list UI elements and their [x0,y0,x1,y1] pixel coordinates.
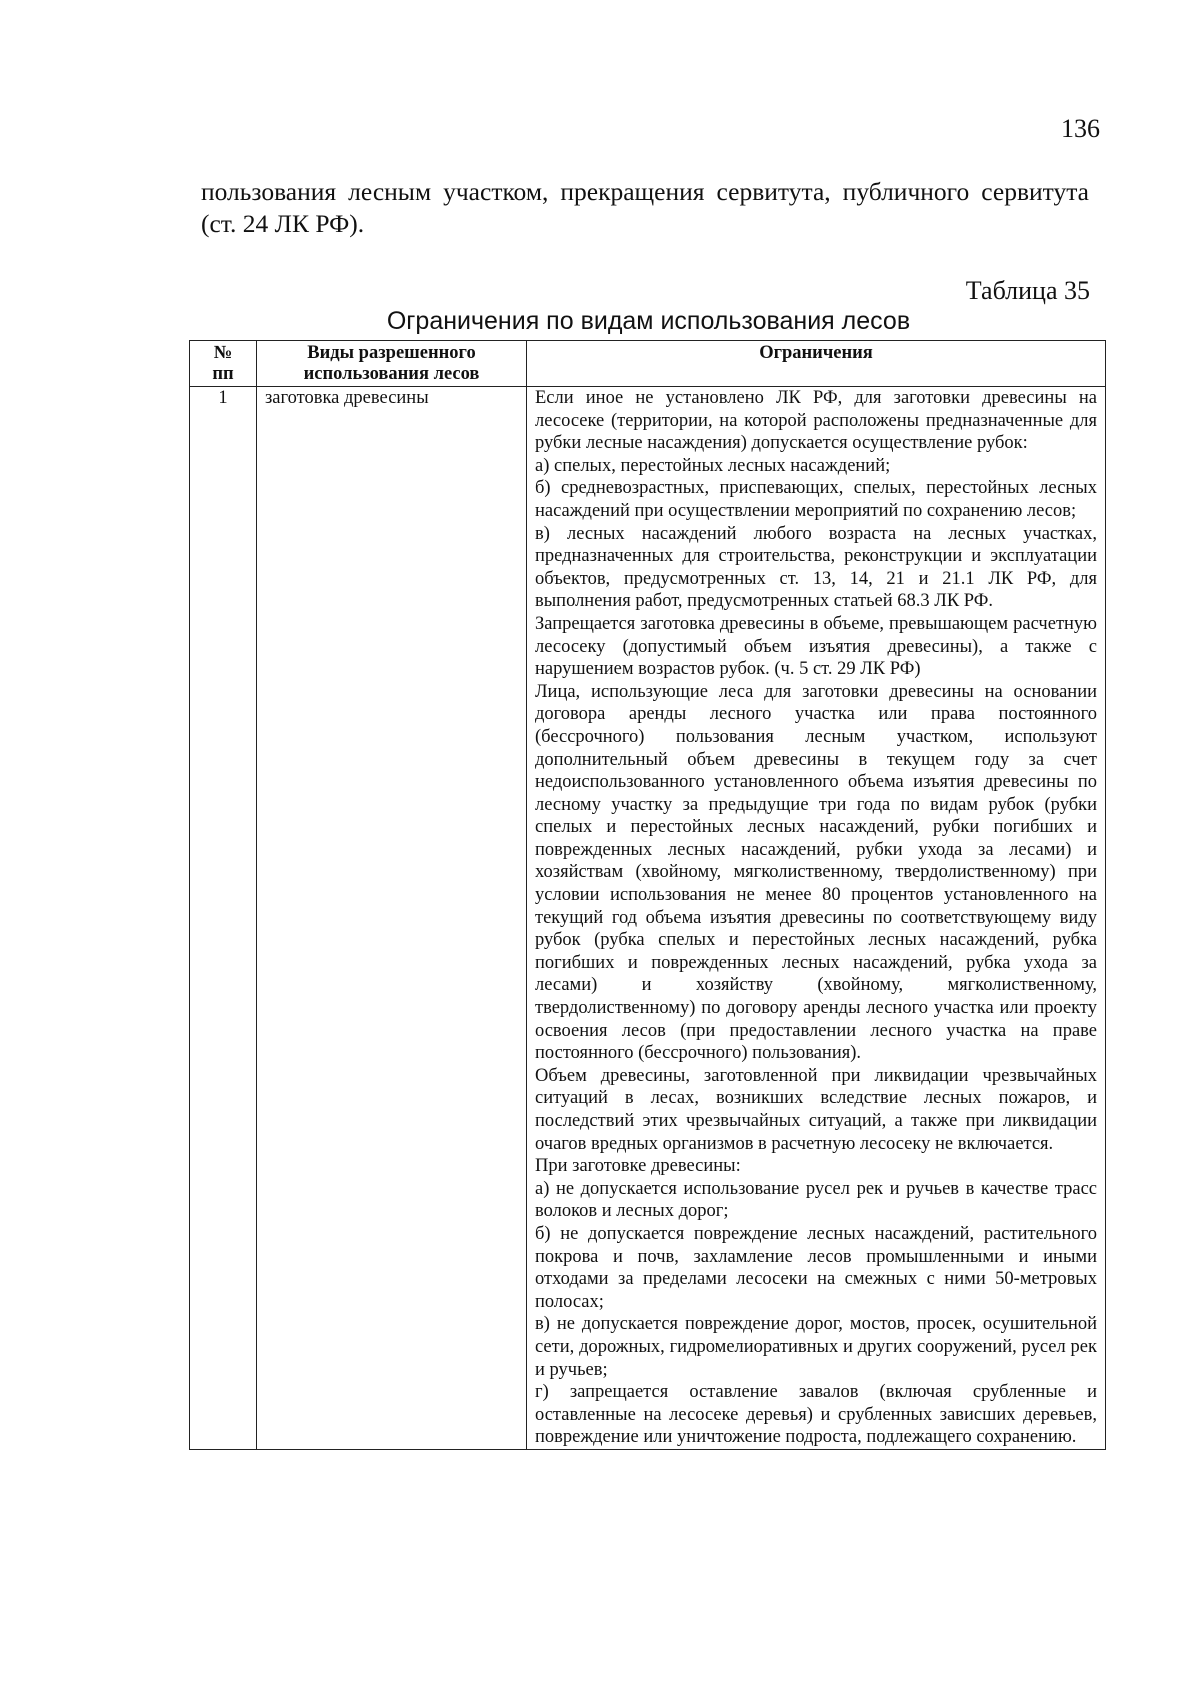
table-title: Ограничения по видам использования лесов [386,307,911,335]
header-number-line-1: № [213,343,233,363]
restrictions-table [189,340,1106,1450]
restriction-paragraph: а) спелых, перестойных лесных насаждений; [535,455,891,476]
header-kind-line-1: Виды разрешенного [307,343,476,363]
table-header [190,341,1106,387]
restriction-paragraph: Если иное не установлено ЛК РФ, для заготовки древесины на лесосеке (территории, на которой расположены предназначенные для рубки лесные насаждения) допускается осуществление рубок: [535,388,1097,454]
table-row [190,387,1106,1450]
restriction-paragraph: а) не допускается использование русел рек и ручьев в качестве трасс волоков и лесных дорог; [535,1178,1097,1222]
table-body [190,387,1106,1450]
restriction-paragraph: Запрещается заготовка древесины в объеме, превышающем расчетную лесосеку (допустимый объем изъятия древесины), а также с нарушением возрастов рубок. (ч. 5 ст. 29 ЛК РФ) [535,613,1097,680]
restriction-paragraph: в) не допускается повреждение дорог, мостов, просек, осушительной сети, дорожных, гидромелиоративных и других сооружений, русел рек и ручьев; [535,1314,1097,1380]
header-kind [257,341,527,387]
intro-paragraph: пользования лесным участком, прекращения сервитута, публичного сервитута (ст. 24 ЛК РФ). [201,177,1089,238]
header-number-line-2: пп [212,364,234,384]
restriction-paragraph: Лица, использующие леса для заготовки древесины на основании договора аренды лесного участка или права постоянного (бессрочного) пользования лесным участком, используют дополнительный объем древесины в текущем году за счет недоиспользованного установленного объема изъятия древесины по лесному участку за предыдущие три года по видам рубок (рубки спелых и перестойных лесных насаждений, рубки погибших и поврежденных лесных насаждений, рубки ухода за лесами) и хозяйствам (хвойному, мягколиственному, твердолиственному) при условии использования не менее 80 процентов установленного на текущий год объема изъятия древесины по соответствующему виду рубок (рубка спелых и перестойных лесных насаждений, рубка погибших и поврежденных лесных насаждений, рубка ухода за лесами) и хозяйству (хвойному, мягколиственному, твердолиственному) по договору аренды лесного участка или проекту освоения лесов (при предоставлении лесного участка на праве постоянного (бессрочного) пользования). [535,681,1097,1064]
restriction-paragraph: Объем древесины, заготовленной при ликвидации чрезвычайных ситуаций в лесах, возникших вследствие лесных пожаров, и последствий этих чрезвычайных ситуаций, а также при ликвидации очагов вредных организмов в расчетную лесосеку не включается. [535,1065,1097,1154]
row-number: 1 [190,387,257,1450]
restriction-paragraph: в) лесных насаждений любого возраста на лесных участках, предназначенных для строительства, реконструкции и эксплуатации объектов, предусмотренных ст. 13, 14, 21 и 21.1 ЛК РФ, для выполнения работ, предусмотренных статьей 68.3 ЛК РФ. [535,523,1097,612]
row-restrictions [527,387,1106,1450]
header-kind-line-2: использования лесов [303,364,480,384]
header-row [190,341,1106,387]
restriction-paragraph: б) не допускается повреждение лесных насаждений, растительного покрова и почв, захламление лесов промышленными и иными отходами за пределами лесосеки на смежных с ними 50-метровых полосах; [535,1223,1097,1312]
table-label: Таблица 35 [965,276,1090,305]
restriction-paragraph: При заготовке древесины: [535,1156,741,1177]
row-kind: заготовка древесины [257,387,527,1450]
restriction-paragraph: б) средневозрастных, приспевающих, спелых, перестойных лесных насаждений при осуществлении мероприятий по сохранению лесов; [535,478,1097,521]
restriction-paragraph: г) запрещается оставление завалов (включая срубленные и оставленные на лесосеке деревья) и срубленных зависших деревьев, повреждение или уничтожение подроста, подлежащего сохранению. [535,1382,1097,1448]
header-restrictions: Ограничения [527,341,1106,387]
page-number: 136 [1061,114,1100,143]
header-number [190,341,257,387]
